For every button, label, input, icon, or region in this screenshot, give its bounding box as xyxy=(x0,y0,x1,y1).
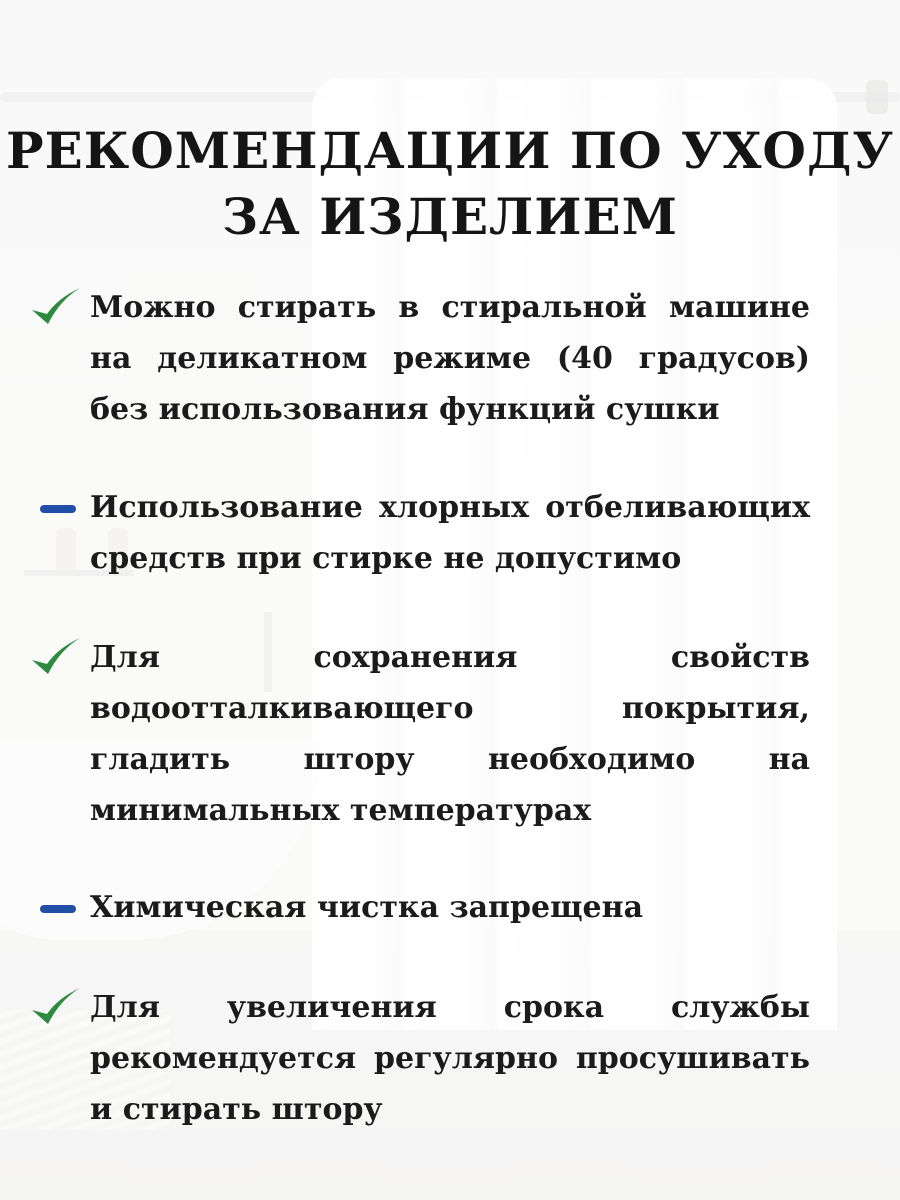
care-item-text: Использование хлорных отбеливающих средств при стирке не допустимо xyxy=(90,490,810,576)
check-icon xyxy=(30,986,82,1026)
page-title xyxy=(0,118,900,250)
title-line-1: РЕКОМЕНДАЦИИ ПО УХОДУ xyxy=(6,121,894,180)
care-item-no-dry-cleaning xyxy=(90,882,810,933)
title-line-2: ЗА ИЗДЕЛИЕМ xyxy=(222,187,678,246)
dash-icon xyxy=(40,505,76,513)
care-item-text: Для увеличения срока службы рекомендуется регулярно просушивать и стирать штору xyxy=(90,990,810,1127)
care-item-text: Можно стирать в стиральной машине на деликатном режиме (40 градусов) без использования функций сушки xyxy=(90,290,810,427)
care-item-text: Для сохранения свойств водоотталкивающего покрытия, гладить штору необходимо на минимальных температурах xyxy=(90,640,810,828)
check-icon xyxy=(30,286,82,326)
care-item-no-bleach xyxy=(90,482,810,584)
care-item-machine-wash xyxy=(90,282,810,435)
care-item-text: Химическая чистка запрещена xyxy=(90,890,644,925)
check-icon xyxy=(30,636,82,676)
care-item-ironing xyxy=(90,632,810,836)
dash-icon xyxy=(40,905,76,913)
care-item-drying xyxy=(90,982,810,1135)
